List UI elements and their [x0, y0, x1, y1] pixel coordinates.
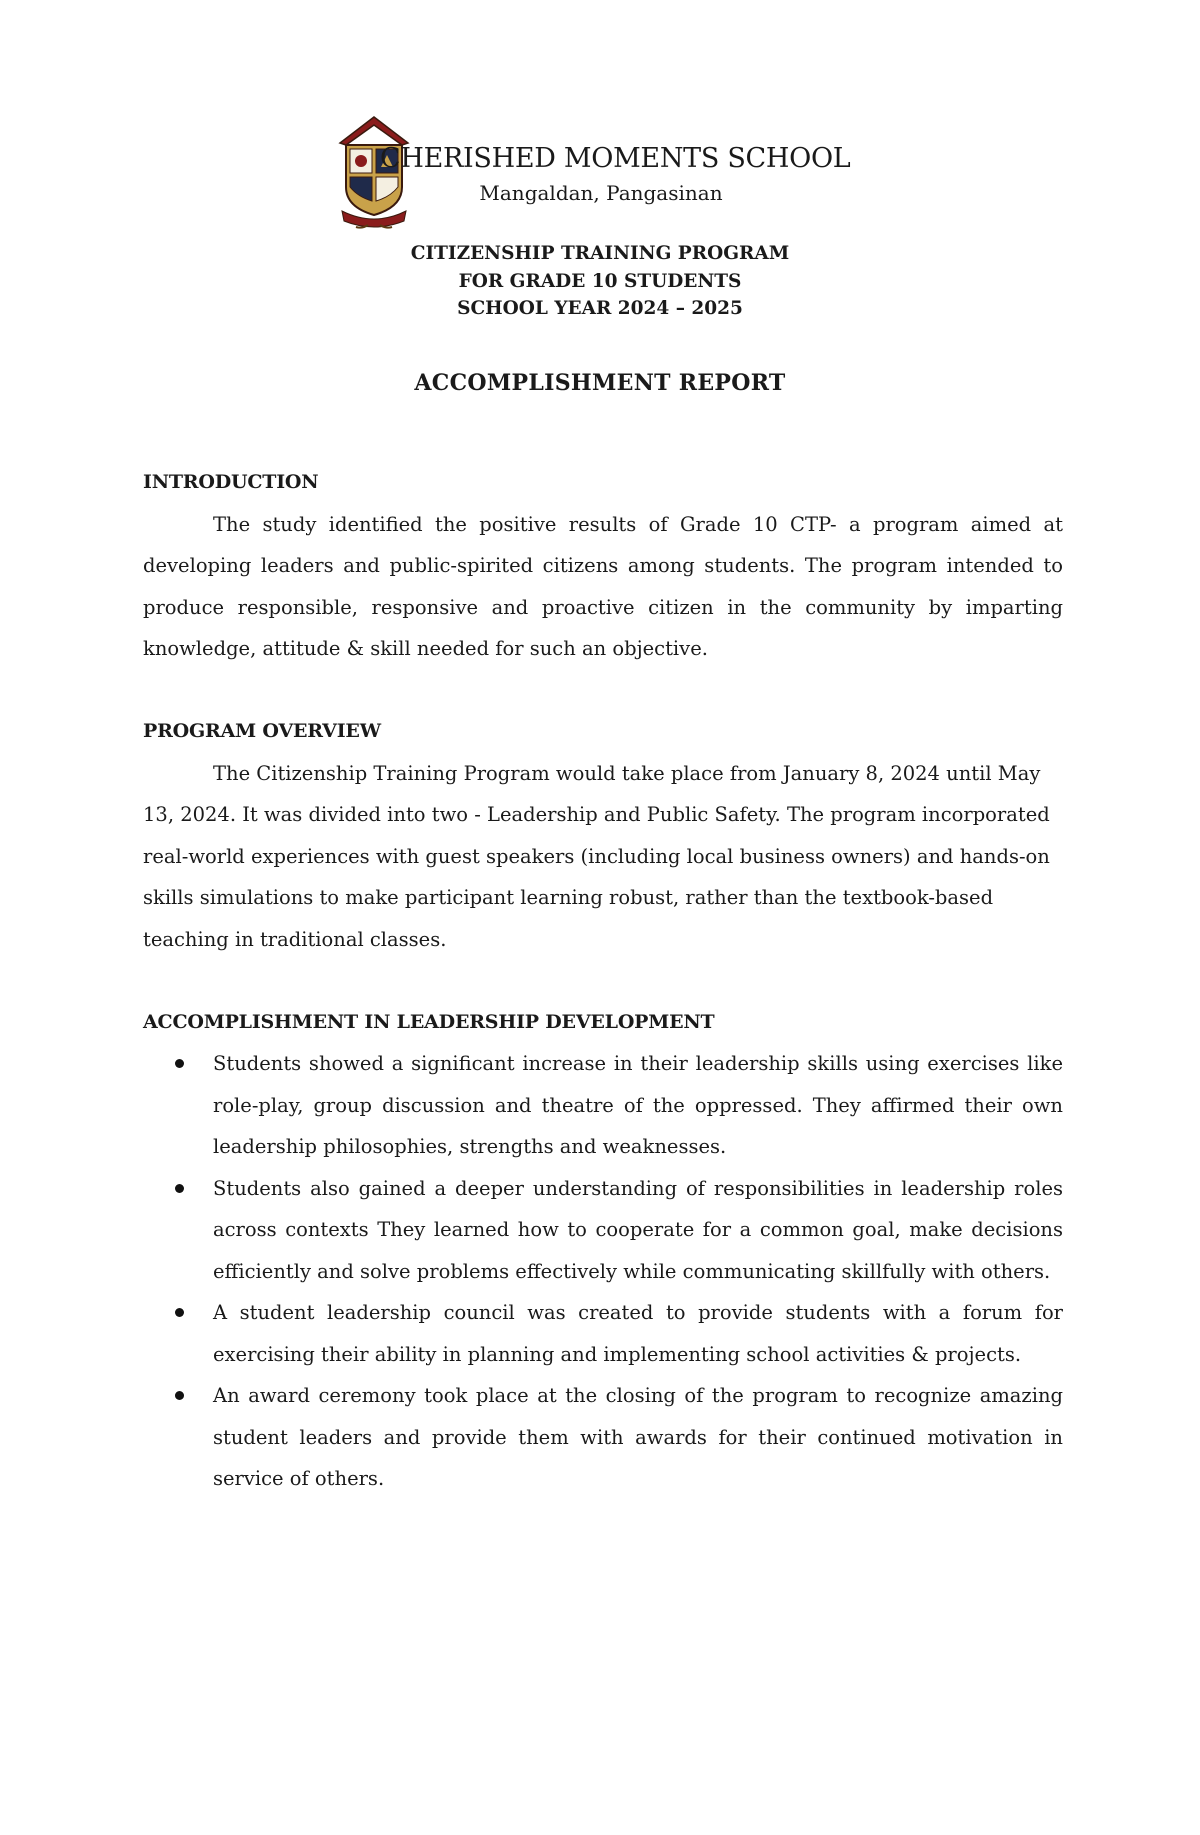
list-item — [143, 1168, 1063, 1293]
leadership-accomplishments-list — [143, 1043, 1063, 1500]
report-body — [143, 462, 1063, 1500]
bullet-icon — [175, 1391, 184, 1400]
list-item-text: A student leadership council was created to provide students with a forum for exercising their ability in planning and implementing school activities & projects. — [213, 1301, 1063, 1366]
letterhead — [0, 0, 1200, 400]
school-location: Mangaldan, Pangasinan — [479, 181, 723, 205]
bullet-icon — [175, 1308, 184, 1317]
program-overview-heading: PROGRAM OVERVIEW — [143, 720, 381, 742]
program-grade-line: FOR GRADE 10 STUDENTS — [458, 270, 742, 292]
list-item — [143, 1043, 1063, 1168]
bullet-icon — [175, 1184, 184, 1193]
section-spacer — [143, 960, 1063, 1002]
list-item-text: Students also gained a deeper understanding of responsibilities in leadership roles across contexts They learned how to cooperate for a common goal, make decisions efficiently and solve problems effectively while communicating skillfully with others. — [213, 1176, 1063, 1283]
leadership-heading: ACCOMPLISHMENT IN LEADERSHIP DEVELOPMENT — [143, 1010, 715, 1033]
introduction-paragraph: The study identified the positive results of Grade 10 CTP- a program aimed at developing leaders and public-spirited citizens among students. The program intended to produce responsible, responsive and proactive citizen in the community by imparting knowledge, attitude & skill needed for such an objective. — [143, 512, 1063, 660]
section-spacer — [143, 670, 1063, 712]
report-title: ACCOMPLISHMENT REPORT — [414, 370, 786, 396]
list-item — [143, 1375, 1063, 1500]
list-item-text: Students showed a significant increase in their leadership skills using exercises like role-play, group discussion and theatre of the oppressed. They affirmed their own leadership philosophies, strengths and weaknesses. — [213, 1052, 1063, 1158]
school-name: CHERISHED MOMENTS SCHOOL — [380, 143, 851, 174]
introduction-heading: INTRODUCTION — [143, 471, 319, 493]
program-title-line: CITIZENSHIP TRAINING PROGRAM — [410, 243, 790, 264]
program-overview-paragraph: The Citizenship Training Program would take place from January 8, 2024 until May 13, 2024. It was divided into two - Leadership and Public Safety. The program incorporated real-world experiences with guest speakers (including local business owners) and hands-on skills simulations to make participant learning robust, rather than the textbook-based teaching in traditional classes. — [143, 761, 1050, 951]
bullet-icon — [175, 1059, 184, 1068]
program-title-block — [0, 240, 1200, 323]
list-item — [143, 1292, 1063, 1375]
program-school-year-line: SCHOOL YEAR 2024 – 2025 — [457, 298, 743, 319]
list-item-text: An award ceremony took place at the closing of the program to recognize amazing student leaders and provide them with awards for their continued motivation in service of others. — [213, 1384, 1063, 1490]
